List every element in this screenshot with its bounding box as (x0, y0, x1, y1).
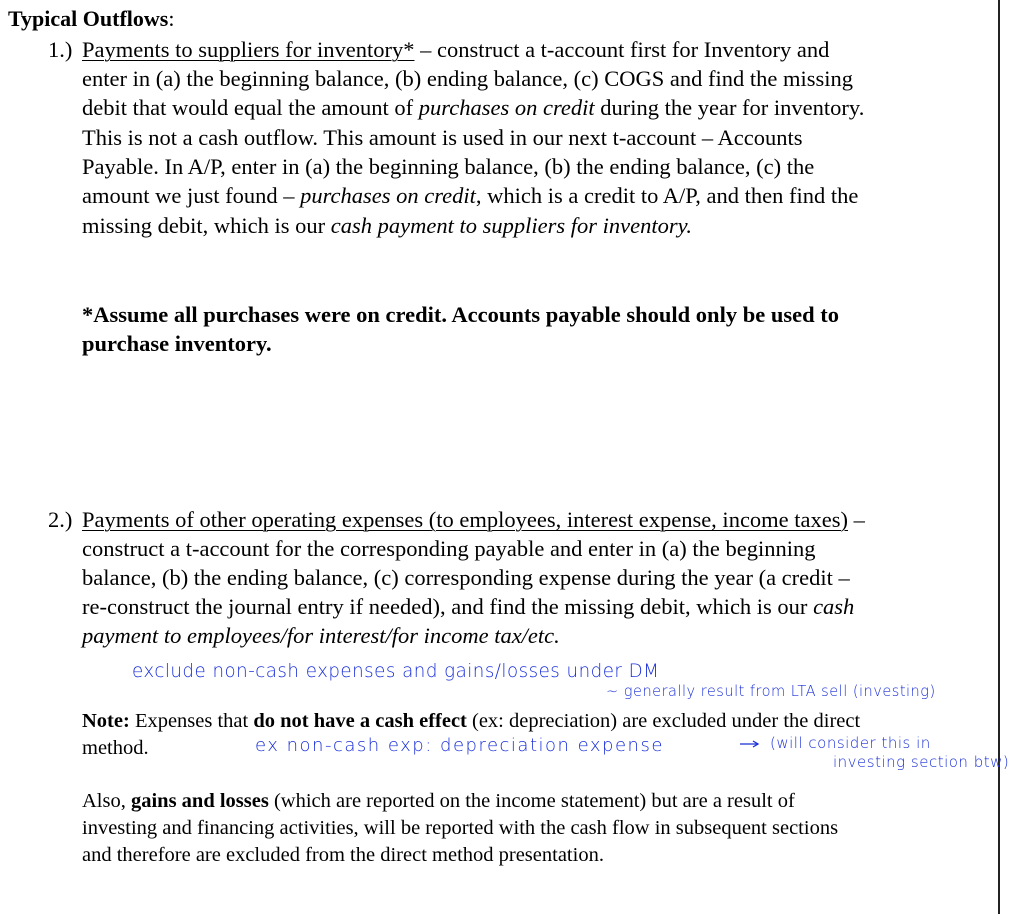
also-line-1 (82, 788, 795, 815)
item2-line-4 (82, 592, 854, 621)
section-heading (8, 6, 174, 32)
also-post: (which are reported on the income statement) but are a result of (268, 790, 795, 812)
item1-line-7-text: missing debit, which is our (82, 213, 331, 238)
item1-title: Payments to suppliers for inventory* (82, 37, 415, 62)
item1-line-5 (82, 152, 814, 181)
item1-line-3-italic: purchases on credit (418, 95, 595, 120)
item1-line-3-post: during the year for inventory. (594, 95, 865, 120)
also-line-2: investing and financing activities, will be reported with the cash flow in subsequent sections (82, 817, 839, 839)
handwritten-note-exclude: exclude non-cash expenses and gains/losses under DM (132, 660, 660, 682)
item1-line-6-italic: purchases on credit (300, 183, 476, 208)
note-post: (ex: depreciation) are excluded under the direct (466, 710, 861, 732)
item2-line-4-italic: cash (813, 594, 855, 619)
item2-line-2 (82, 534, 815, 563)
note-label: Note: (82, 710, 130, 732)
item2-line-1-text: – (848, 507, 865, 532)
item1-line-5-text: Payable. In A/P, enter in (a) the beginning balance, (b) the ending balance, (c) the (82, 154, 815, 179)
item1-line-3 (82, 93, 864, 122)
item1-line-1-text: – construct a t-account first for Inventory and (414, 37, 830, 62)
item1-footnote-2: purchase inventory. (82, 331, 272, 356)
item1-line-4 (82, 123, 803, 152)
also-pre: Also, (82, 790, 131, 812)
item2-line-1 (82, 505, 865, 534)
item1-line-7-italic: cash payment to suppliers for inventory. (330, 213, 692, 238)
item1-line-3-text: debit that would equal the amount of (82, 95, 419, 120)
note-bold: do not have a cash effect (253, 710, 467, 732)
handwritten-note-investing: investing section btw) (833, 753, 1010, 771)
item2-line-3 (82, 563, 850, 592)
note-line-2: method. (82, 737, 149, 759)
item1-line-6-post: , which is a credit to A/P, and then find the (475, 183, 859, 208)
page-margin-line (998, 0, 1000, 914)
handwritten-arrow-icon (740, 739, 760, 749)
item1-line-2-text: enter in (a) the beginning balance, (b) ending balance, (c) COGS and find the missing (82, 66, 854, 91)
handwritten-note-generally: ~ generally result from LTA sell (investing) (606, 682, 936, 700)
also-bold: gains and losses (130, 790, 269, 812)
also-line-3: and therefore are excluded from the direct method presentation. (82, 844, 604, 866)
item1-line-7 (82, 211, 692, 240)
item1-line-2 (82, 64, 853, 93)
item2-line-2-text: construct a t-account for the corresponding payable and enter in (a) the beginning (82, 536, 816, 561)
item1-number: 1.) (48, 37, 73, 62)
item1-line-1 (82, 35, 829, 64)
item1-line-6 (82, 181, 858, 210)
note-pre: Expenses that (129, 710, 254, 732)
item2-line-4-text: re-construct the journal entry if needed), and find the missing debit, which is our (82, 594, 814, 619)
item2-line-5-italic: payment to employees/for interest/for income tax/etc. (82, 623, 560, 648)
handwritten-note-example: ex non-cash exp: depreciation expense (255, 735, 664, 756)
item1-line-6-text: amount we just found – (82, 183, 301, 208)
item1-footnote-1: *Assume all purchases were on credit. Accounts payable should only be used to (82, 302, 839, 327)
item2-title: Payments of other operating expenses (to employees, interest expense, income taxes) (82, 507, 849, 532)
heading-colon: : (168, 6, 175, 31)
item2-line-5 (82, 621, 560, 650)
heading-text: Typical Outflows (8, 6, 169, 31)
item2-number: 2.) (48, 507, 73, 532)
item1-line-4-text: This is not a cash outflow. This amount is used in our next t-account – Accounts (82, 125, 803, 150)
note-line-1 (82, 708, 860, 735)
item2-line-3-text: balance, (b) the ending balance, (c) corresponding expense during the year (a credit – (82, 565, 850, 590)
handwritten-note-consider: (will consider this in (770, 734, 931, 752)
